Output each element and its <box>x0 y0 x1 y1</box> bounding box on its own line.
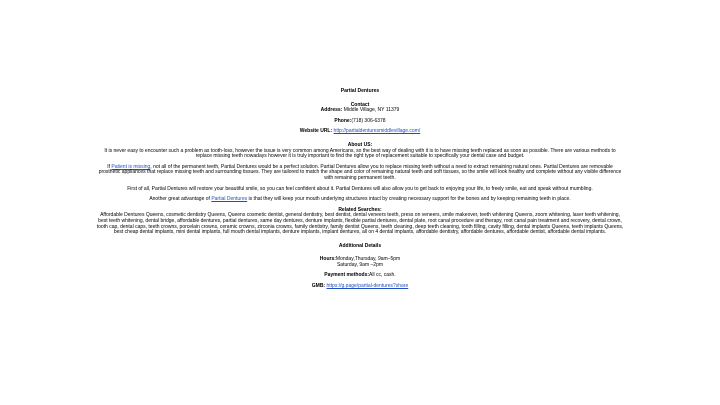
patient-missing-link[interactable]: Patient is missing <box>111 163 151 170</box>
about-paragraph-3: First of all, Partial Dentures will restore your beautiful smile, so you can feel confident about it. Partial Dentures will also allow you to get back to enjoying your life, to freely smile, eat and speak without mumbling. <box>127 185 593 192</box>
about-paragraph-4: Another great advantage of Partial Dentures is that they will keep your mouth underlying structures intact by creating necessary support for the bones and by keeping remaining teeth in place. <box>149 196 571 203</box>
phone-value: (718) 306-6378 <box>351 117 386 124</box>
hours-weekday: Monday,Thursday, 9am–5pm <box>335 256 401 263</box>
payment-line: Payment methods:All cc, cash. <box>324 272 396 279</box>
document-body <box>96 89 624 290</box>
about-paragraph-2: If Patient is missing, not all of the permanent teeth, Partial Dentures would be a perfect solution. Partial Dentures allow you to replace missing teeth without a need to extract remaining natural ones. Partial Dentures are removable prosthetic appliances that replace missing teeth and surrounding tissues. They are tailored to match the shape and color of remaining natural teeth and soft tissues, so the smile will look healthy and complete without any visible difference with remaining permanent teeth. <box>98 163 622 181</box>
website-link[interactable]: http://partialdenturesmiddlevillage.com/ <box>333 128 421 135</box>
address-line: Address: Middle Village, NY 11379 <box>320 107 400 114</box>
related-searches-heading: Related Searches: <box>338 206 382 213</box>
about-paragraph-1: It is never easy to encounter such a problem as tooth-loss, however the issue is very common among Americans, so the best way of dealing with it is to have missing teeth replaced as soon as possible. There are various methods to replace missing teeth nowadays however it is truly important to find the right type of replacement suitable to specifically your dental case and budget. <box>104 147 616 160</box>
payment-value: All cc, cash. <box>369 272 396 279</box>
address-value: Middle Village, NY 11379 <box>343 107 400 114</box>
gmb-line: GMB: https://g.page/partial-dentures?share <box>311 283 409 290</box>
hours-saturday: Saturday, 9am –2pm <box>336 261 384 268</box>
document-title: Partial Dentures <box>340 88 380 94</box>
additional-details-heading: Additional Details <box>338 242 382 249</box>
about-heading: About US: <box>347 141 373 148</box>
partial-dentures-link[interactable]: Partial Dentures <box>211 196 248 203</box>
related-searches-text: Affordable Dentures Queens, cosmetic dentistry Queens, Queens cosmetic dentist, general dentistry, best dentist, dental veneers teeth, press on veneers, smile makeover, teeth whitening Queens, zoom whitening, laser teeth whitening, best teeth whitening, dental bridge, affordable dentures, partial dentures, same day dentures, denture implants, flexible partial dentures, dental plate, root canal procedure and therapy, root canal pain treatment and recovery, dental crown, tooth cap, dental caps, teeth crowns, porcelain crowns, ceramic crowns, zirconia crowns, family dentistry, family dentist Queens, teeth cleaning, deep teeth cleaning, tooth filling, cavity filling, dental implants Queens, teeth implants Queens, best cheap dental implants, mini dental implants, full mouth dental implants, denture implants, implant dentures, all on 4 dental implants, affordable dentistry, affordable dentures, affordable dentist, affordable dental implants. <box>96 212 624 236</box>
website-line: Website URL: http://partialdenturesmiddlevillage.com/ <box>299 128 421 135</box>
hours-line: Hours:Monday,Thursday, 9am–5pm <box>319 256 401 263</box>
gmb-link[interactable]: https://g.page/partial-dentures?share <box>326 283 409 290</box>
contact-heading: Contact <box>350 101 370 108</box>
phone-line: Phone:(718) 306-6378 <box>334 117 386 124</box>
